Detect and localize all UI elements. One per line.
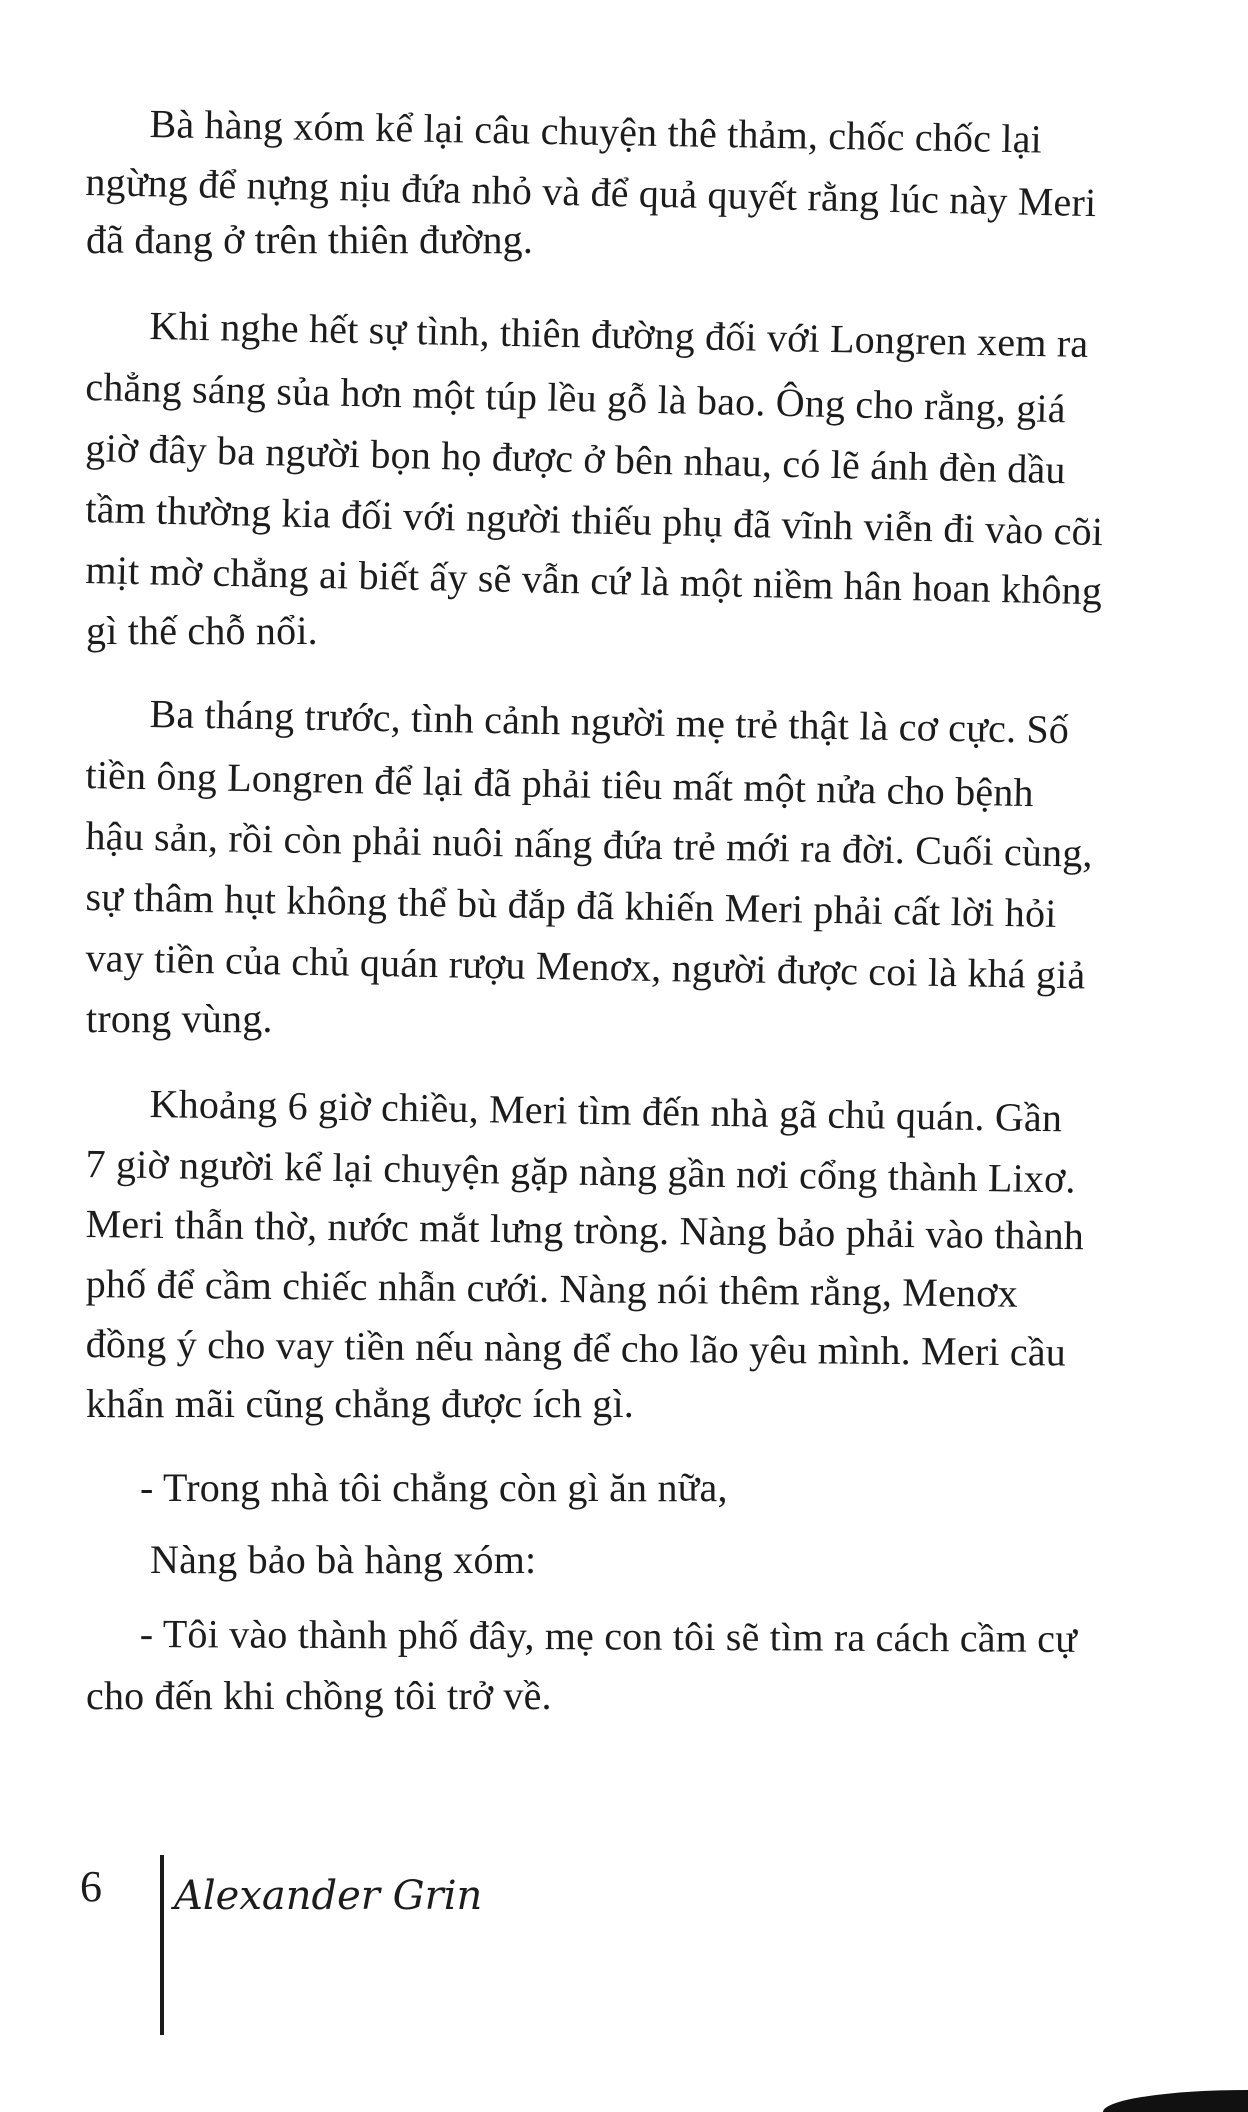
text-line: - Trong nhà tôi chẳng còn gì ăn nữa, [140, 1465, 728, 1510]
text-line: vay tiền của chủ quán rượu Menơx, người được coi là khá giả [85, 934, 1086, 998]
text-line: sự thâm hụt không thể bù đắp đã khiến Meri phải cất lời hỏi [85, 873, 1057, 936]
page-edge-shadow [1103, 2090, 1248, 2112]
text-line: tầm thường kia đối với người thiếu phụ đã vĩnh viễn đi vào cõi [84, 485, 1104, 555]
text-line: gì thế chỗ nổi. [86, 608, 318, 653]
text-line: chẳng sáng sủa hơn một túp lều gỗ là bao. Ông cho rằng, giá [84, 363, 1067, 432]
text-line: ngừng để nựng nịu đứa nhỏ và để quả quyết rằng lúc này Meri [85, 158, 1097, 226]
text-line: phố để cầm chiếc nhẫn cưới. Nàng nói thêm rằng, Menơx [85, 1261, 1019, 1316]
text-line: 7 giờ người kể lại chuyện gặp nàng gần nơi cổng thành Lixơ. [85, 1140, 1076, 1202]
text-line: mịt mờ chẳng ai biết ấy sẽ vẫn cứ là một niềm hân hoan không [85, 546, 1103, 614]
text-line: khẩn mãi cũng chẳng được ích gì. [86, 1381, 634, 1426]
text-line: cho đến khi chồng tôi trở về. [86, 1673, 552, 1718]
text-line: trong vùng. [86, 996, 273, 1041]
text-line: Nàng bảo bà hàng xóm: [150, 1537, 537, 1582]
text-line: Ba tháng trước, tình cảnh người mẹ trẻ thật là cơ cực. Số [149, 690, 1070, 753]
text-line: Khi nghe hết sự tình, thiên đường đối với Longren xem ra [149, 302, 1089, 367]
text-line: Bà hàng xóm kể lại câu chuyện thê thảm, chốc chốc lại [149, 100, 1043, 162]
author-name: Alexander Grin [174, 1873, 483, 1919]
text-line: Meri thẫn thờ, nước mắt lưng tròng. Nàng bảo phải vào thành [85, 1200, 1085, 1259]
page-number: 6 [80, 1862, 102, 1911]
text-line: tiền ông Longren để lại đã phải tiêu mất một nửa cho bệnh [85, 751, 1035, 816]
text-line: giờ đây ba người bọn họ được ở bên nhau, có lẽ ánh đèn dầu [84, 424, 1067, 493]
text-line: - Tôi vào thành phố đây, mẹ con tôi sẽ tìm ra cách cầm cự [139, 1611, 1078, 1661]
text-line: đã đang ở trên thiên đường. [86, 217, 534, 262]
text-line: Khoảng 6 giờ chiều, Meri tìm đến nhà gã chủ quán. Gần [149, 1080, 1063, 1141]
text-line: đồng ý cho vay tiền nếu nàng để cho lão yêu mình. Meri cầu [85, 1321, 1067, 1375]
text-line: hậu sản, rồi còn phải nuôi nấng đứa trẻ mới ra đời. Cuối cùng, [85, 812, 1094, 876]
footer-divider [160, 1855, 164, 2035]
